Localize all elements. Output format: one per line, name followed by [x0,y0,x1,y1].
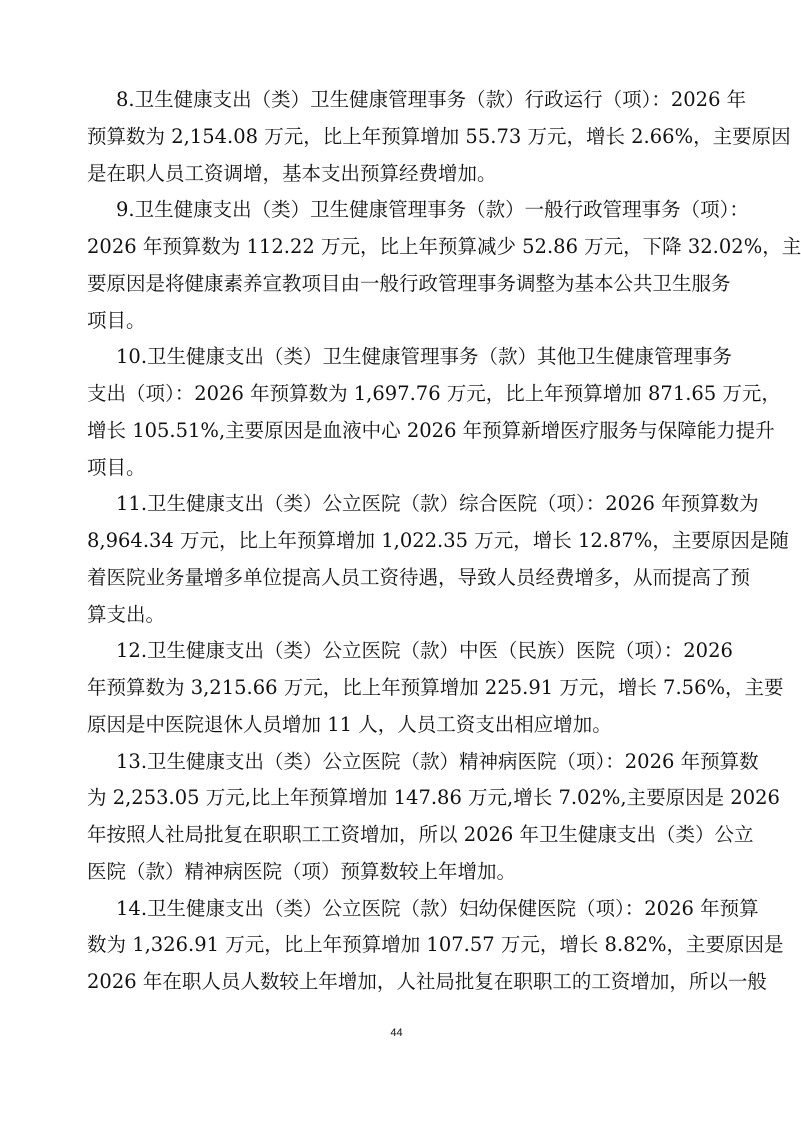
paragraph-line: 医院（款）精神病医院（项）预算数较上年增加。 [87,859,517,883]
paragraph-line: 预算数为 2,154.08 万元，比上年预算增加 55.73 万元，增长 2.66%，主要原因 [87,124,791,148]
paragraph [87,486,789,633]
paragraph-line: 2026 年在职人员人数较上年增加，人社局批复在职职工的工资增加，所以一般 [87,970,767,993]
paragraph-line: 8,964.34 万元，比上年预算增加 1,022.35 万元，增长 12.87%，主要原因是随 [87,529,789,552]
paragraph-line: 14.卫生健康支出（类）公立医院（款）妇幼保健医院（项）：2026 年预算 [116,896,759,920]
paragraph-line: 年按照人社局批复在职职工工资增加，所以 2026 年卫生健康支出（类）公立 [87,823,754,846]
paragraph [87,891,784,1001]
paragraph [87,744,780,891]
paragraph-line: 算支出。 [87,602,166,626]
paragraph-line: 是在职人员工资调增，基本支出预算经费增加。 [87,161,497,185]
document-body [87,82,801,1001]
paragraph-line: 13.卫生健康支出（类）公立医院（款）精神病医院（项）：2026 年预算数 [116,749,759,773]
paragraph [87,82,791,192]
paragraph-line: 9.卫生健康支出（类）卫生健康管理事务（款）一般行政管理事务（项）： [116,198,749,222]
paragraph-line: 12.卫生健康支出（类）公立医院（款）中医（民族）医院（项）：2026 [116,639,733,663]
paragraph-line: 年预算数为 3,215.66 万元，比上年预算增加 225.91 万元，增长 7.56%，主要 [87,676,784,699]
paragraph-line: 为 2,253.05 万元,比上年预算增加 147.86 万元,增长 7.02%,主要原因是 2026 [87,786,780,810]
paragraph-line: 支出（项）：2026 年预算数为 1,697.76 万元，比上年预算增加 871.65 万元， [87,382,781,405]
paragraph-line: 着医院业务量增多单位提高人员工资待遇，导致人员经费增多，从而提高了预 [87,565,751,589]
paragraph-line: 项目。 [87,455,146,479]
paragraph-line: 要原因是将健康素养宣教项目由一般行政管理事务调整为基本公共卫生服务 [87,271,731,295]
paragraph [87,633,784,743]
paragraph-line: 项目。 [87,308,146,332]
paragraph-line: 原因是中医院退休人员增加 11 人，人员工资支出相应增加。 [87,712,612,736]
paragraph-line: 2026 年预算数为 112.22 万元，比上年预算减少 52.86 万元，下降 32.02%，主 [87,235,801,258]
paragraph-line: 8.卫生健康支出（类）卫生健康管理事务（款）行政运行（项）：2026 年 [116,88,747,111]
paragraph-line: 10.卫生健康支出（类）卫生健康管理事务（款）其他卫生健康管理事务 [116,345,733,369]
paragraph [87,192,801,339]
page-number: 44 [390,1027,403,1039]
paragraph-line: 11.卫生健康支出（类）公立医院（款）综合医院（项）：2026 年预算数为 [116,492,759,516]
paragraph [87,339,781,486]
paragraph-line: 增长 105.51%,主要原因是血液中心 2026 年预算新增医疗服务与保障能力提升 [87,418,775,442]
paragraph-line: 数为 1,326.91 万元，比上年预算增加 107.57 万元，增长 8.82%，主要原因是 [87,933,784,957]
